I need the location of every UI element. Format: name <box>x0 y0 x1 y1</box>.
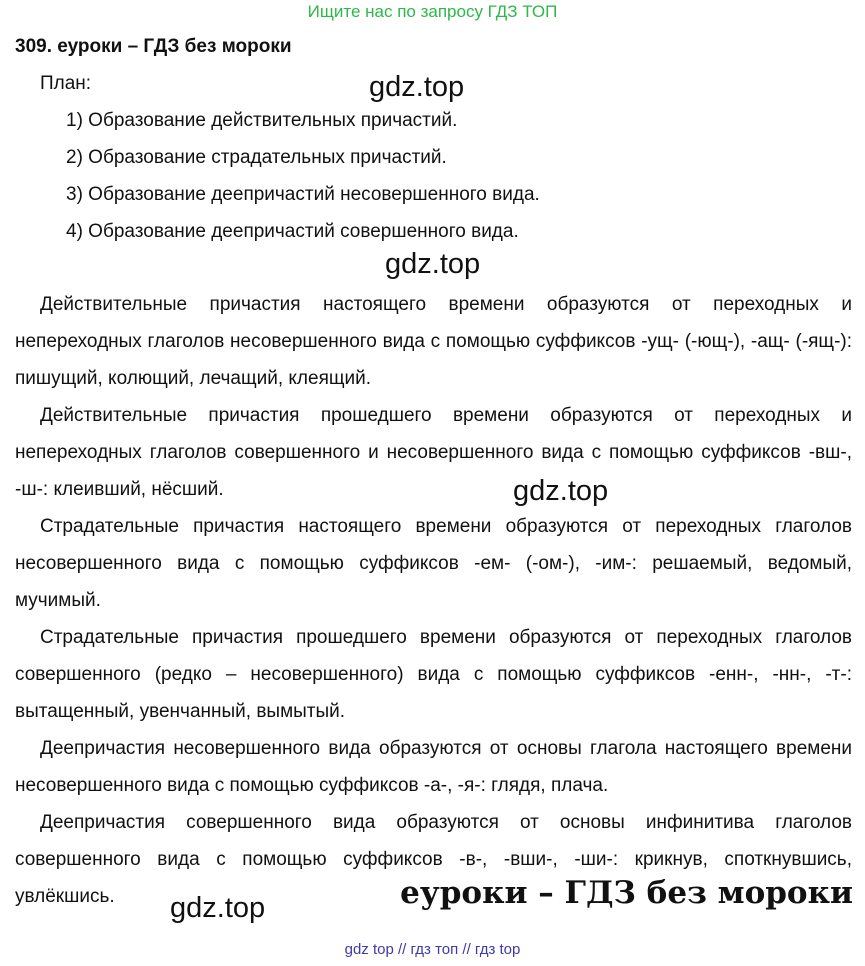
paragraph-passive-present: Страдательные причастия настоящего времени образуются от переходных глаголов несовершенного вида с помощью суффиксов -ем- (-ом-), -им-: решаемый, ведомый, мучимый. <box>15 516 852 611</box>
paragraph-active-present: Действительные причастия настоящего времени образуются от переходных и непереходных глаголов несовершенного вида с помощью суффиксов -ущ- (-ющ-), -ащ- (-ящ-): пишущий, колющий, лечащий, клеящий. <box>15 294 852 389</box>
footer-links: gdz top // гдз топ // гдз top <box>344 941 521 958</box>
plan-label: План: <box>40 73 92 94</box>
brand-logo-text: еуроки – ГДЗ без мороки <box>400 875 853 911</box>
plan-item: 4) Образование деепричастий совершенного вида. <box>66 221 519 242</box>
paragraph-gerund-perfective: Деепричастия совершенного вида образуются от основы инфинитива глаголов совершенного вида с помощью суффиксов -в-, -вши-, -ши-: крикнув, споткнувшись, увлёкшись. <box>15 812 852 907</box>
watermark: gdz.top <box>369 71 465 103</box>
paragraph-passive-past: Страдательные причастия прошедшего времени образуются от переходных глаголов совершенного (редко – несовершенного) вида с помощью суффиксов -енн-, -нн-, -т-: вытащенный, увенчанный, вымытый. <box>15 627 852 722</box>
paragraph-active-past: Действительные причастия прошедшего времени образуются от переходных и непереходных глаголов совершенного и несовершенного вида с помощью суффиксов -вш-, -ш-: клеивший, нёсший. <box>15 405 852 500</box>
paragraph-gerund-imperfective: Деепричастия несовершенного вида образуются от основы глагола настоящего времени несовершенного вида с помощью суффиксов -а-, -я-: глядя, плача. <box>15 738 852 796</box>
watermark: gdz.top <box>513 475 609 507</box>
plan-item: 2) Образование страдательных причастий. <box>66 147 447 168</box>
page-title: 309. еуроки – ГДЗ без мороки <box>15 36 292 57</box>
top-banner: Ищите нас по запросу ГДЗ ТОП <box>307 2 558 21</box>
plan-item: 3) Образование деепричастий несовершенного вида. <box>66 184 540 205</box>
watermark: gdz.top <box>385 248 481 280</box>
watermark: gdz.top <box>170 892 266 924</box>
plan-item: 1) Образование действительных причастий. <box>66 110 458 131</box>
